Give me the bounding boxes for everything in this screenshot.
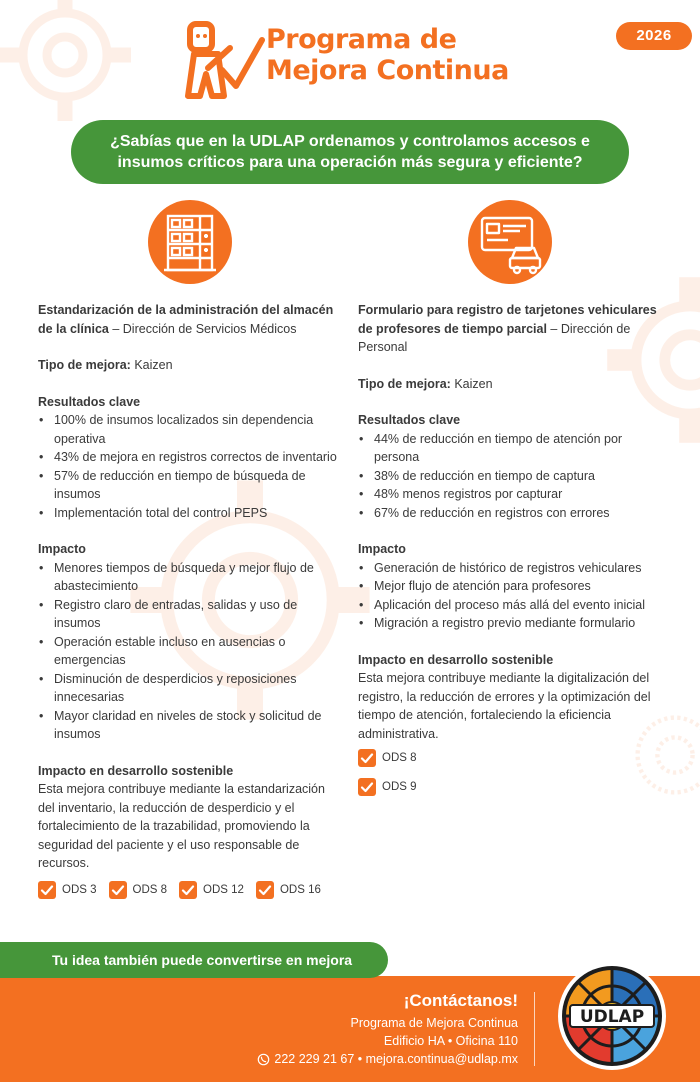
right-type-value: Kaizen	[450, 376, 493, 391]
checkbox-icon	[179, 881, 197, 899]
contact-title: ¡Contáctanos!	[403, 991, 518, 1010]
list-item: • 57% de reducción en tiempo de búsqueda de insumos	[38, 467, 338, 504]
list-item: • Mejor flujo de atención para profesores	[358, 577, 658, 596]
left-project-column	[38, 301, 338, 899]
right-type-line	[358, 375, 658, 394]
left-impact-list	[38, 559, 338, 744]
list-item: • Menores tiempos de búsqueda y mejor flujo de abastecimiento	[38, 559, 338, 596]
list-item: • 48% menos registros por capturar	[358, 485, 658, 504]
seal-text: UDLAP	[579, 1007, 645, 1027]
program-logo	[178, 18, 528, 106]
left-results-list	[38, 411, 338, 522]
list-item: • 44% de reducción en tiempo de atención por persona	[358, 430, 658, 467]
ods-label: ODS 3	[62, 883, 97, 896]
list-item: • Disminución de desperdicios y reposiciones innecesarias	[38, 670, 338, 707]
gear-decoration-icon	[0, 0, 140, 130]
ods-label: ODS 12	[203, 883, 244, 896]
logo-line-1: Programa de	[266, 24, 457, 55]
list-item: • Mayor claridad en niveles de stock y solicitud de insumos	[38, 707, 338, 744]
list-item: • Migración a registro previo mediante formulario	[358, 614, 658, 633]
list-item: • Generación de histórico de registros vehiculares	[358, 559, 658, 578]
checkbox-icon	[38, 881, 56, 899]
right-impact-list	[358, 559, 658, 633]
whatsapp-icon	[257, 1053, 270, 1066]
ods-label: ODS 16	[279, 883, 321, 896]
left-results-label: Resultados clave	[38, 394, 141, 409]
ods-item	[358, 778, 658, 797]
checkbox-icon	[109, 881, 127, 899]
list-item: • Aplicación del proceso más allá del evento inicial	[358, 596, 658, 615]
right-sustain-label: Impacto en desarrollo sostenible	[358, 652, 554, 667]
list-item: • Operación estable incluso en ausencias o emergencias	[38, 633, 338, 670]
udlap-seal	[556, 960, 668, 1072]
left-type-value: Kaizen	[130, 358, 173, 372]
checkbox-icon	[358, 749, 376, 767]
ods-item	[109, 881, 168, 900]
vehicle-card-icon	[468, 200, 552, 284]
year-badge: 2026	[616, 22, 692, 50]
right-project-dept: – Dirección de Personal	[358, 321, 631, 354]
right-title-block	[358, 301, 658, 357]
right-project-column	[358, 301, 658, 796]
logo-line-2: Mejora Continua	[266, 55, 509, 86]
left-type-line	[38, 356, 338, 375]
left-project-dept: – Dirección de Servicios Médicos	[108, 321, 297, 336]
list-item: • 100% de insumos localizados sin dependencia operativa	[38, 411, 338, 448]
left-ods-list	[38, 881, 338, 900]
right-sustain-text: Esta mejora contribuye mediante la digitalización del registro, la reducción de errores y la optimización del tiempo de atención, fortaleciendo la eficiencia administrativa.	[358, 671, 651, 741]
left-project-title: Estandarización de la administración del almacén de la clínica	[38, 303, 334, 336]
checkbox-icon	[256, 881, 274, 899]
idea-banner: Tu idea también puede convertirse en mejora	[0, 942, 388, 978]
right-ods-list	[358, 749, 658, 796]
left-sustain-text: Esta mejora contribuye mediante la estandarización del inventario, la reducción de desperdicio y el fortalecimiento de la trazabilidad, promoviendo la seguridad del paciente y el uso responsable de recursos.	[38, 782, 325, 870]
contact-phone-email[interactable]: 222 229 21 67 • mejora.continua@udlap.mx	[274, 1052, 518, 1066]
list-item: • 67% de reducción en registros con errores	[358, 504, 658, 523]
contact-program: Programa de Mejora Continua	[350, 1016, 518, 1030]
right-results-label: Resultados clave	[358, 413, 461, 427]
list-item: • 38% de reducción en tiempo de captura	[358, 467, 658, 486]
list-item: • Implementación total del control PEPS	[38, 504, 338, 523]
question-banner: ¿Sabías que en la UDLAP ordenamos y controlamos accesos e insumos críticos para una operación más segura y eficiente?	[71, 120, 629, 184]
ods-item	[179, 881, 244, 900]
list-item: • 43% de mejora en registros correctos de inventario	[38, 448, 338, 467]
right-results-list	[358, 430, 658, 523]
footer-divider	[534, 992, 535, 1066]
contact-phone-line	[257, 1050, 518, 1068]
mascot-check-icon	[178, 18, 268, 106]
right-impact-label: Impacto	[358, 542, 406, 556]
right-project-title: Formulario para registro de tarjetones vehiculares de profesores de tiempo parcial	[358, 303, 657, 336]
ods-item	[358, 749, 658, 768]
ods-label: ODS 8	[382, 752, 417, 764]
contact-location: Edificio HA • Oficina 110	[383, 1034, 518, 1048]
left-type-label: Tipo de mejora:	[38, 358, 131, 372]
contact-block	[257, 990, 518, 1068]
ods-label: ODS 9	[382, 780, 417, 793]
left-title-block	[38, 301, 338, 338]
list-item: • Registro claro de entradas, salidas y uso de insumos	[38, 596, 338, 633]
ods-label: ODS 8	[132, 883, 168, 896]
left-impact-label: Impacto	[38, 542, 86, 556]
storage-shelves-icon	[148, 200, 232, 284]
ods-item	[38, 881, 97, 900]
left-sustain-label: Impacto en desarrollo sostenible	[38, 763, 234, 778]
right-type-label: Tipo de mejora:	[358, 376, 451, 391]
checkbox-icon	[358, 778, 376, 796]
ods-item	[256, 881, 321, 900]
